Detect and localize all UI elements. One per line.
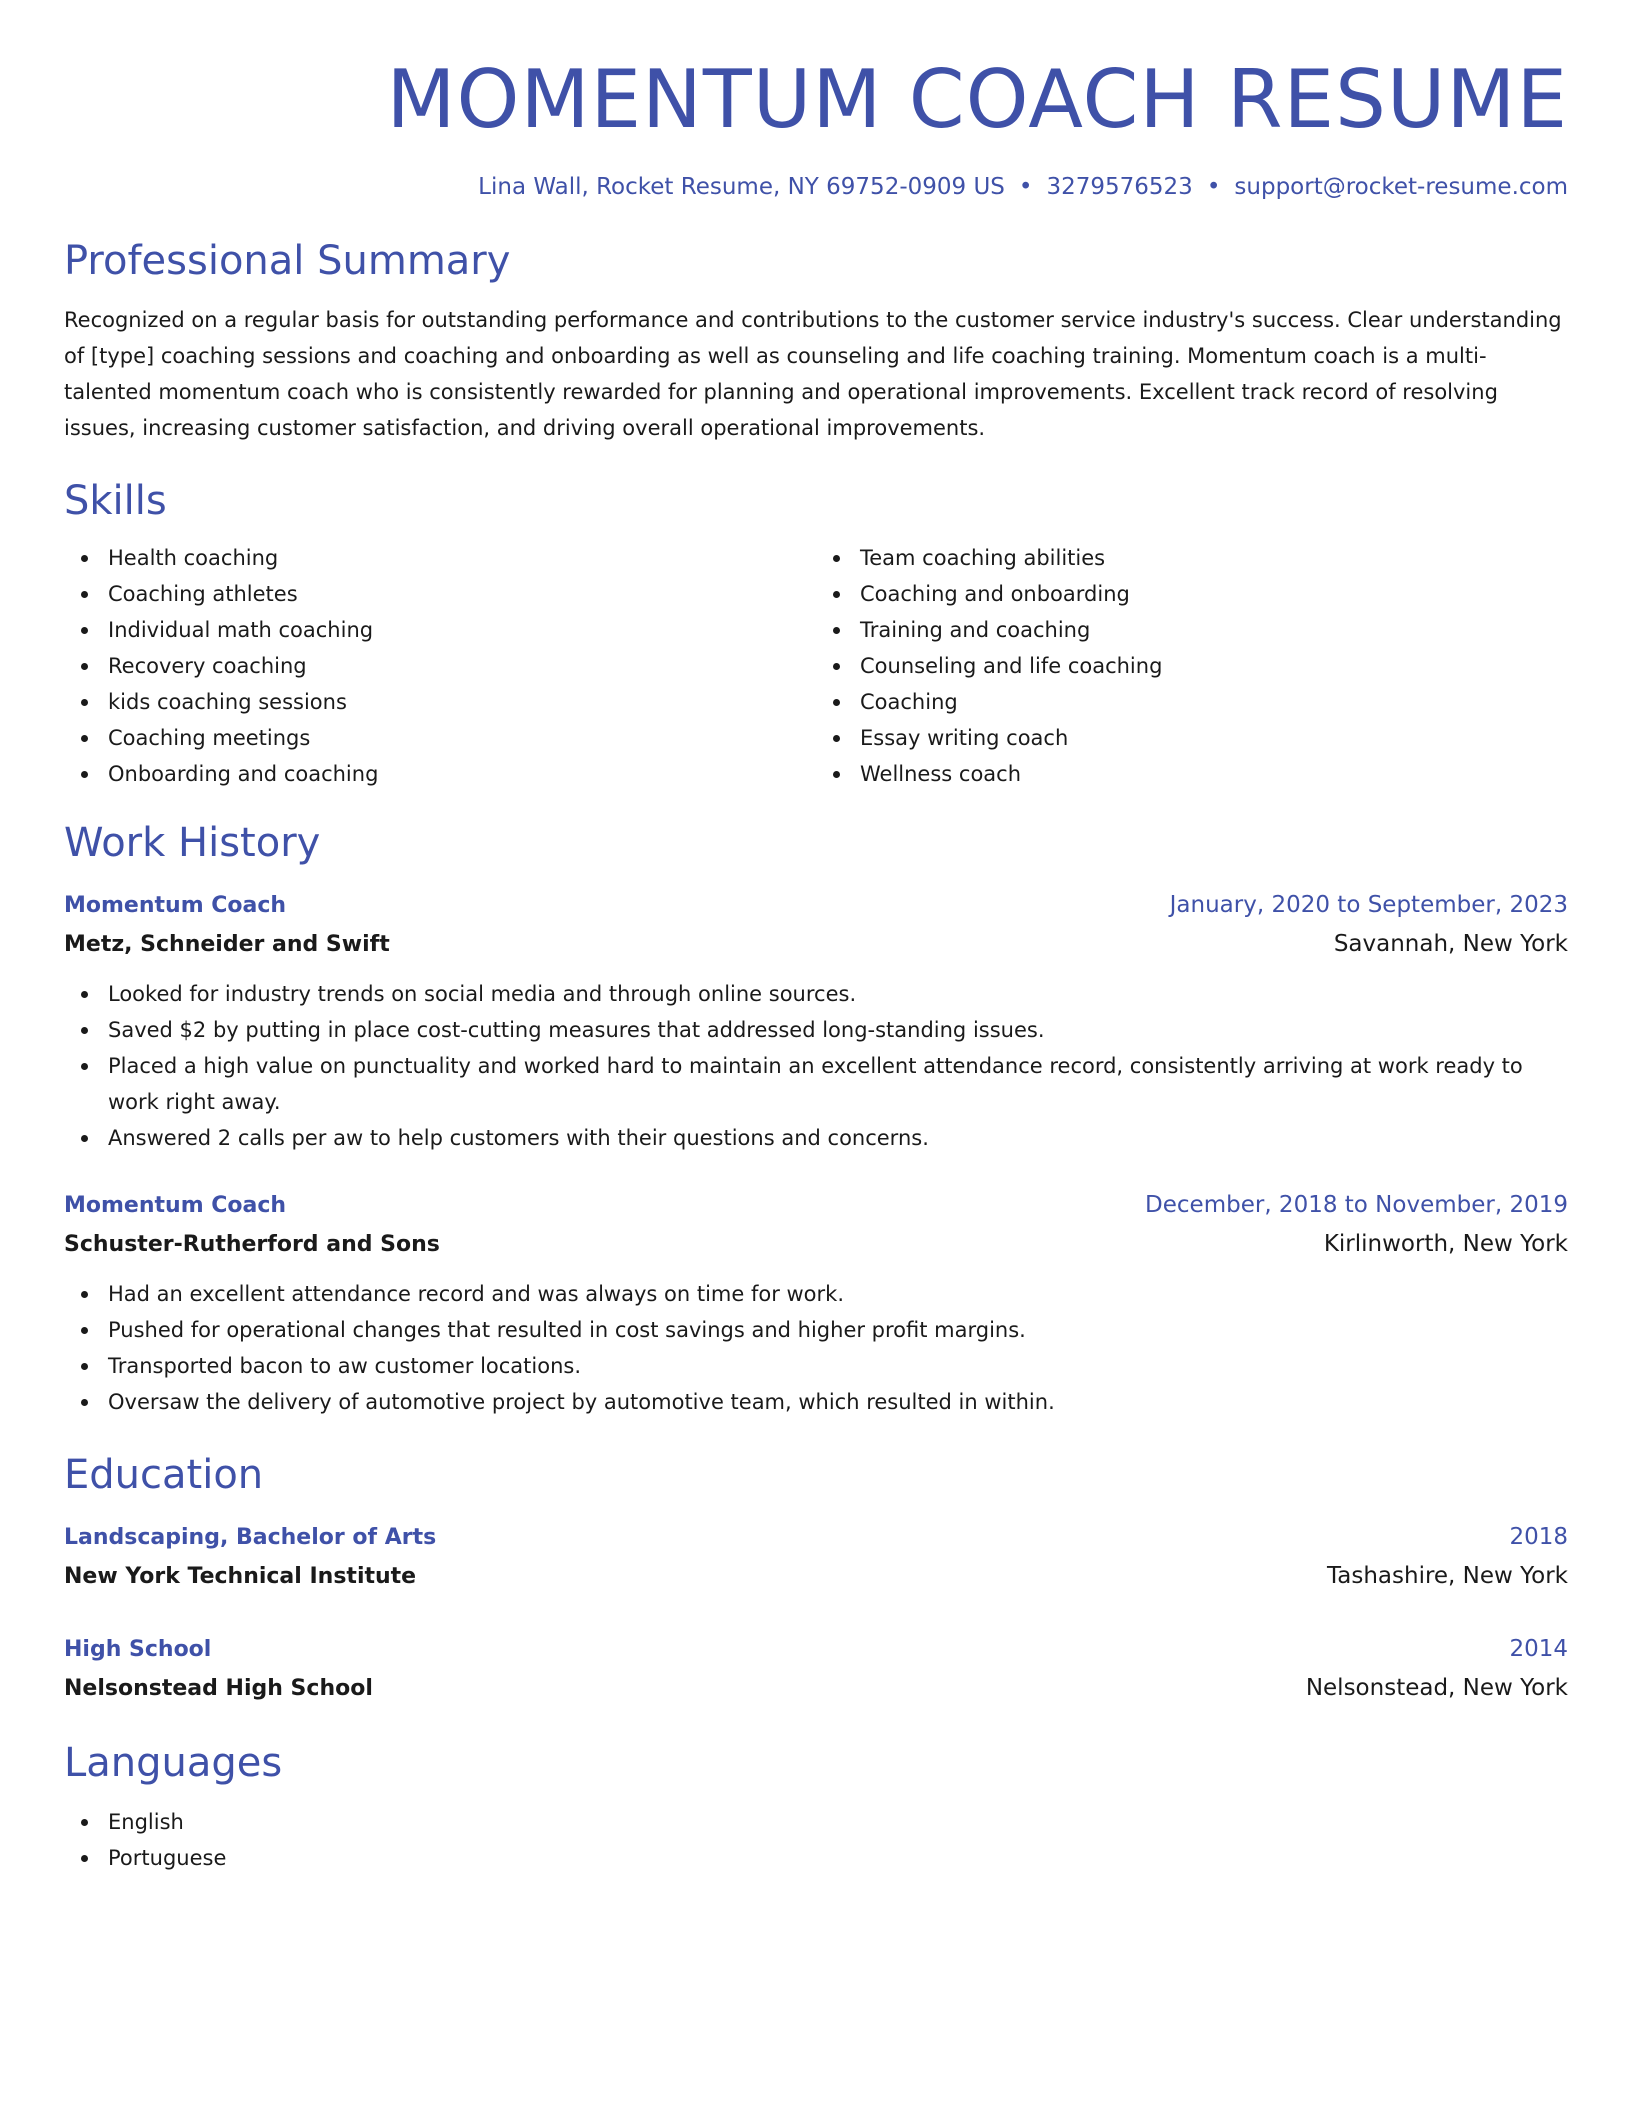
skill-item: Counseling and life coaching	[816, 648, 1568, 684]
skill-item: Coaching	[816, 684, 1568, 720]
job-entry	[64, 1186, 1568, 1420]
job-bullet: Pushed for operational changes that resulted in cost savings and higher profit margins.	[64, 1312, 1568, 1348]
skills-list-right	[816, 540, 1568, 792]
skill-item: Recovery coaching	[64, 648, 816, 684]
job-bullet: Transported bacon to aw customer locations.	[64, 1348, 1568, 1384]
education-degree: High School	[64, 1637, 212, 1662]
education-degree-row	[64, 1518, 1568, 1557]
skills-list-left	[64, 540, 816, 792]
work-history-section	[64, 818, 1568, 1420]
skills-column-left	[64, 540, 816, 792]
job-bullets	[64, 1276, 1568, 1420]
language-item: Portuguese	[64, 1840, 1568, 1876]
skills-grid	[64, 540, 1568, 792]
job-title: Momentum Coach	[64, 1193, 287, 1218]
job-bullet: Looked for industry trends on social media and through online sources.	[64, 976, 1568, 1012]
education-school-row	[64, 1557, 1568, 1596]
skill-item: Team coaching abilities	[816, 540, 1568, 576]
education-school: New York Technical Institute	[64, 1564, 417, 1589]
skill-item: Health coaching	[64, 540, 816, 576]
job-company: Schuster-Rutherford and Sons	[64, 1232, 440, 1257]
education-entry	[64, 1518, 1568, 1596]
contact-address: Lina Wall, Rocket Resume, NY 69752-0909 US	[478, 174, 1005, 200]
languages-section	[64, 1738, 1568, 1876]
skill-item: Wellness coach	[816, 756, 1568, 792]
education-location: Tashashire, New York	[1327, 1563, 1568, 1589]
work-history-heading: Work History	[64, 820, 321, 866]
skills-column-right	[816, 540, 1568, 792]
resume-header	[64, 50, 1568, 202]
job-title-row	[64, 1186, 1568, 1225]
languages-list	[64, 1804, 1568, 1876]
contact-separator: •	[1206, 174, 1221, 200]
job-bullet: Had an excellent attendance record and was always on time for work.	[64, 1276, 1568, 1312]
summary-text: Recognized on a regular basis for outstanding performance and contributions to the customer service industry's success. Clear understanding of [type] coaching sessions and coaching and onboarding as well as counseling and life coaching training. Momentum coach is a multi-talented momentum coach who is consistently rewarded for planning and operational improvements. Excellent track record of resolving issues, increasing customer satisfaction, and driving overall operational improvements.	[64, 308, 1562, 440]
education-degree: Landscaping, Bachelor of Arts	[64, 1525, 437, 1550]
skill-item: Coaching athletes	[64, 576, 816, 612]
contact-separator: •	[1018, 174, 1033, 200]
job-bullet: Answered 2 calls per aw to help customers with their questions and concerns.	[64, 1120, 1568, 1156]
skill-item: Coaching and onboarding	[816, 576, 1568, 612]
education-heading: Education	[64, 1452, 264, 1498]
job-company: Metz, Schneider and Swift	[64, 932, 390, 957]
language-item: English	[64, 1804, 1568, 1840]
skills-section	[64, 476, 1568, 792]
job-company-row	[64, 925, 1568, 964]
summary-section	[64, 236, 1568, 446]
job-bullet: Oversaw the delivery of automotive project by automotive team, which resulted in within.	[64, 1384, 1568, 1420]
education-section	[64, 1450, 1568, 1708]
job-bullet: Saved $2 by putting in place cost-cutting measures that addressed long-standing issues.	[64, 1012, 1568, 1048]
education-entry	[64, 1630, 1568, 1708]
languages-heading: Languages	[64, 1740, 283, 1786]
education-location: Nelsonstead, New York	[1305, 1675, 1568, 1701]
summary-heading: Professional Summary	[64, 238, 511, 284]
job-bullets	[64, 976, 1568, 1156]
job-location: Kirlinworth, New York	[1323, 1231, 1568, 1257]
resume-title: MOMENTUM COACH RESUME	[386, 53, 1568, 146]
job-dates: December, 2018 to November, 2019	[1145, 1192, 1568, 1218]
job-title: Momentum Coach	[64, 893, 287, 918]
skill-item: Essay writing coach	[816, 720, 1568, 756]
job-bullet: Placed a high value on punctuality and worked hard to maintain an excellent attendance record, consistently arriving at work ready to work right away.	[64, 1048, 1568, 1120]
job-entry	[64, 886, 1568, 1156]
education-year: 2014	[1509, 1636, 1568, 1662]
education-year: 2018	[1509, 1524, 1568, 1550]
skill-item: Training and coaching	[816, 612, 1568, 648]
job-dates: January, 2020 to September, 2023	[1169, 892, 1568, 918]
contact-email: support@rocket-resume.com	[1234, 174, 1568, 200]
job-company-row	[64, 1225, 1568, 1264]
skill-item: Onboarding and coaching	[64, 756, 816, 792]
job-title-row	[64, 886, 1568, 925]
job-location: Savannah, New York	[1333, 931, 1568, 957]
skill-item: Coaching meetings	[64, 720, 816, 756]
education-school-row	[64, 1669, 1568, 1708]
education-degree-row	[64, 1630, 1568, 1669]
skills-heading: Skills	[64, 478, 167, 524]
contact-line	[64, 172, 1568, 202]
skill-item: Individual math coaching	[64, 612, 816, 648]
contact-phone: 3279576523	[1046, 174, 1193, 200]
skill-item: kids coaching sessions	[64, 684, 816, 720]
education-school: Nelsonstead High School	[64, 1676, 373, 1701]
